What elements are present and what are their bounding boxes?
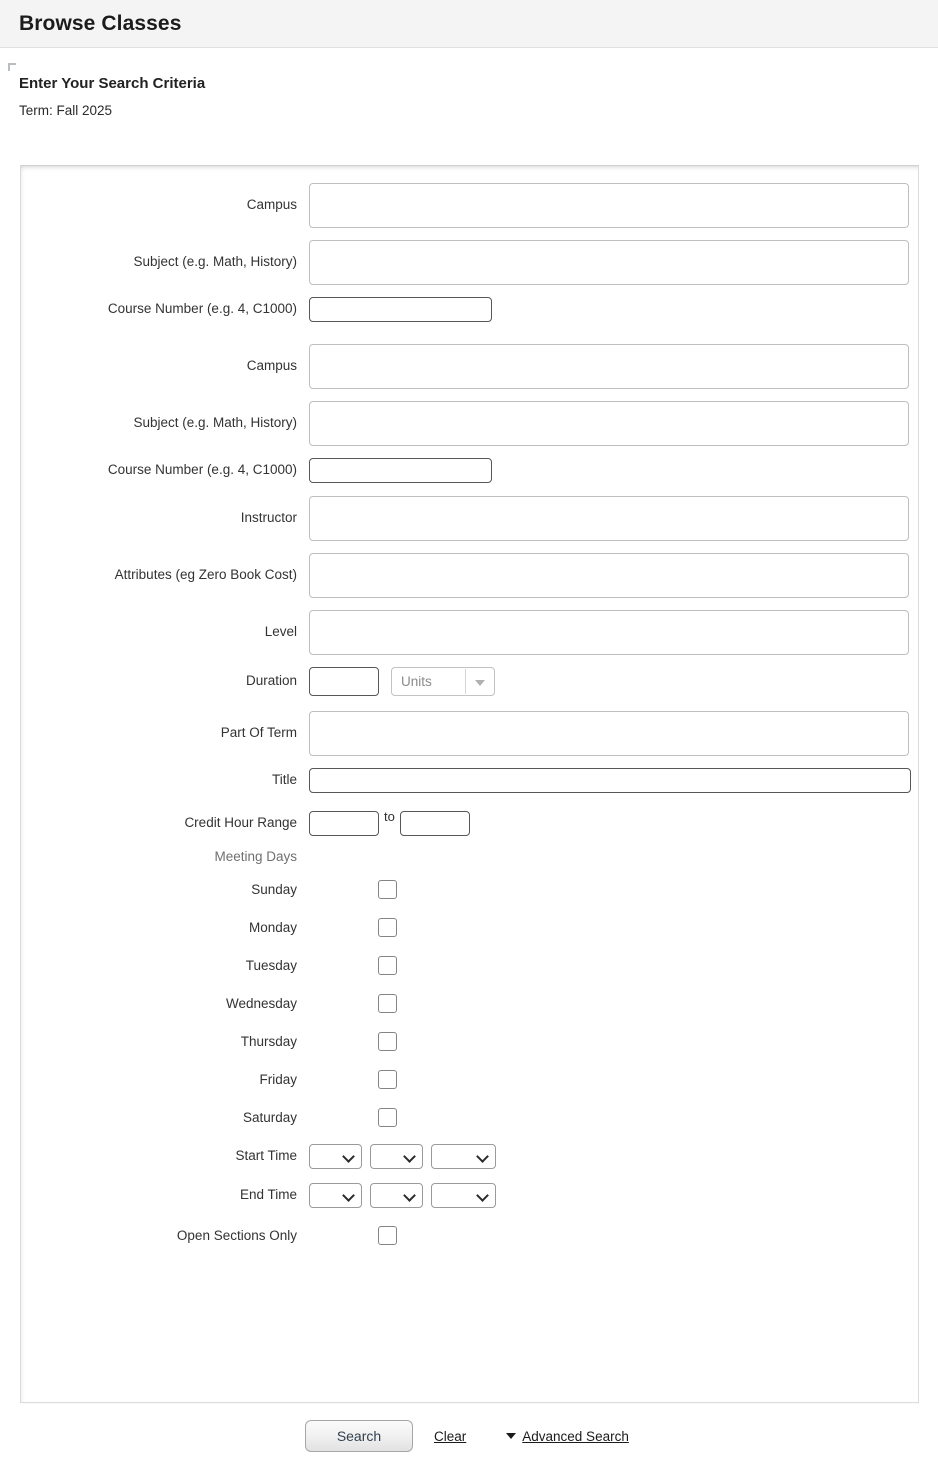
label-monday: Monday — [248, 920, 297, 935]
chevron-down-icon — [476, 1150, 489, 1163]
label-saturday: Saturday — [242, 1110, 297, 1125]
start-time-hour-select[interactable] — [309, 1144, 362, 1169]
chevron-down-icon — [403, 1150, 416, 1163]
duration-units-select[interactable] — [391, 667, 495, 696]
form-row-level — [21, 610, 918, 655]
label-open-sections-only: Open Sections Only — [176, 1228, 297, 1243]
advanced-search-link[interactable]: Advanced Search — [522, 1428, 629, 1444]
start-time-meridiem-select[interactable] — [431, 1144, 496, 1169]
search-button[interactable]: Search — [305, 1420, 413, 1452]
label-thursday: Thursday — [240, 1034, 297, 1049]
form-row-end-time — [21, 1183, 918, 1208]
label-attributes: Attributes (eg Zero Book Cost) — [114, 567, 297, 582]
checkbox-saturday[interactable] — [378, 1108, 397, 1127]
label-friday: Friday — [259, 1072, 297, 1087]
form-row-meeting-days — [21, 849, 918, 865]
triangle-down-icon — [506, 1433, 516, 1439]
search-form — [21, 166, 918, 1245]
select-separator — [465, 669, 466, 694]
clear-link[interactable]: Clear — [434, 1428, 467, 1444]
label-course-number-1: Course Number (e.g. 4, C1000) — [107, 301, 297, 316]
label-campus-2: Campus — [246, 358, 297, 373]
subject-multiselect-2[interactable] — [309, 401, 909, 446]
duration-value-input[interactable] — [309, 667, 379, 696]
label-end-time: End Time — [239, 1187, 297, 1202]
form-row-saturday — [21, 1108, 918, 1127]
part-of-term-multiselect[interactable] — [309, 711, 909, 756]
level-multiselect[interactable] — [309, 610, 909, 655]
label-part-of-term: Part Of Term — [220, 725, 297, 740]
form-row-subject-2 — [21, 401, 918, 446]
label-meeting-days: Meeting Days — [214, 849, 297, 864]
form-row-subject-1 — [21, 240, 918, 285]
criteria-heading: Enter Your Search Criteria — [19, 75, 206, 92]
page-header — [0, 0, 938, 48]
form-row-monday — [21, 918, 918, 937]
label-sunday: Sunday — [251, 882, 297, 897]
instructor-multiselect[interactable] — [309, 496, 909, 541]
checkbox-wednesday[interactable] — [378, 994, 397, 1013]
label-campus-1: Campus — [246, 197, 297, 212]
form-row-title — [21, 768, 918, 793]
label-course-number-2: Course Number (e.g. 4, C1000) — [107, 462, 297, 477]
course-number-input-2[interactable] — [309, 458, 492, 483]
checkbox-thursday[interactable] — [378, 1032, 397, 1051]
label-subject-2: Subject (e.g. Math, History) — [133, 415, 297, 430]
label-wednesday: Wednesday — [225, 996, 297, 1011]
form-row-course-number-1 — [21, 297, 918, 322]
label-tuesday: Tuesday — [245, 958, 297, 973]
form-actions — [0, 1403, 938, 1452]
form-row-campus-2 — [21, 344, 918, 389]
advanced-search-toggle[interactable] — [506, 1429, 629, 1444]
label-level: Level — [264, 624, 297, 639]
start-time-minute-select[interactable] — [370, 1144, 423, 1169]
checkbox-sunday[interactable] — [378, 880, 397, 899]
form-row-sunday — [21, 880, 918, 899]
chevron-down-icon — [342, 1189, 355, 1202]
checkbox-tuesday[interactable] — [378, 956, 397, 975]
form-row-thursday — [21, 1032, 918, 1051]
subject-multiselect-1[interactable] — [309, 240, 909, 285]
label-start-time: Start Time — [235, 1148, 297, 1163]
form-row-credit-hour-range — [21, 811, 918, 836]
search-criteria-block — [0, 48, 938, 165]
form-row-attributes — [21, 553, 918, 598]
credit-hour-to-input[interactable] — [400, 811, 470, 836]
form-row-duration — [21, 667, 918, 696]
checkbox-monday[interactable] — [378, 918, 397, 937]
label-credit-hour-range: Credit Hour Range — [184, 815, 297, 830]
chevron-down-icon — [342, 1150, 355, 1163]
form-row-friday — [21, 1070, 918, 1089]
corner-bracket-icon — [8, 63, 16, 71]
duration-units-placeholder: Units — [401, 674, 432, 689]
course-number-input-1[interactable] — [309, 297, 492, 322]
label-subject-1: Subject (e.g. Math, History) — [133, 254, 297, 269]
chevron-down-icon — [403, 1189, 416, 1202]
form-row-course-number-2 — [21, 458, 918, 483]
label-instructor: Instructor — [240, 510, 297, 525]
form-row-start-time — [21, 1144, 918, 1169]
campus-multiselect-2[interactable] — [309, 344, 909, 389]
credit-range-separator: to — [384, 809, 395, 824]
criteria-term: Term: Fall 2025 — [19, 103, 113, 118]
campus-multiselect-1[interactable] — [309, 183, 909, 228]
attributes-multiselect[interactable] — [309, 553, 909, 598]
checkbox-friday[interactable] — [378, 1070, 397, 1089]
title-input[interactable] — [309, 768, 911, 793]
checkbox-open-sections-only[interactable] — [378, 1226, 397, 1245]
end-time-meridiem-select[interactable] — [431, 1183, 496, 1208]
end-time-minute-select[interactable] — [370, 1183, 423, 1208]
label-duration: Duration — [245, 673, 297, 688]
chevron-down-icon — [475, 680, 485, 686]
credit-hour-from-input[interactable] — [309, 811, 379, 836]
form-row-part-of-term — [21, 711, 918, 756]
form-row-instructor — [21, 496, 918, 541]
form-row-wednesday — [21, 994, 918, 1013]
form-row-campus-1 — [21, 183, 918, 228]
form-row-tuesday — [21, 956, 918, 975]
end-time-hour-select[interactable] — [309, 1183, 362, 1208]
chevron-down-icon — [476, 1189, 489, 1202]
label-title: Title — [271, 772, 297, 787]
page-title: Browse Classes — [19, 11, 182, 35]
search-form-panel — [20, 165, 919, 1403]
form-row-open-sections — [21, 1226, 918, 1245]
